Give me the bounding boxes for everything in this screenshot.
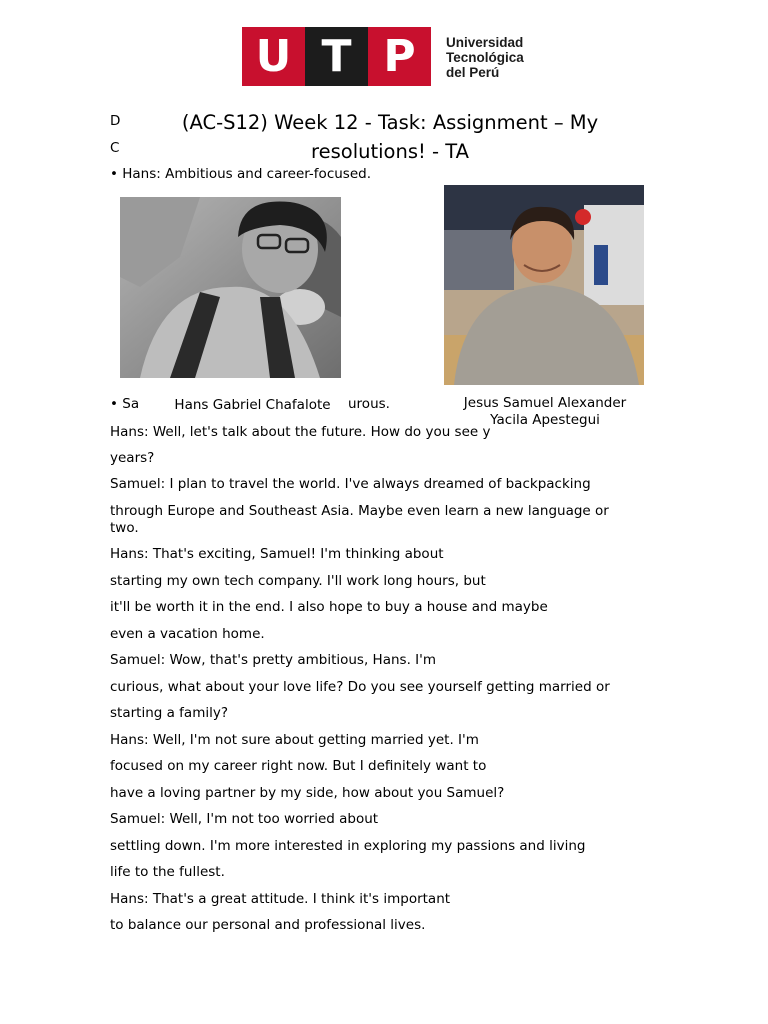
dialogue-line: to balance our personal and professional lives. [110, 917, 426, 933]
bullet-hans: • Hans: Ambitious and career-focused. [110, 166, 371, 182]
dialogue-line: Hans: Well, I'm not sure about getting married yet. I'm [110, 732, 479, 748]
caption-hans: Hans Gabriel Chafalote [160, 397, 345, 414]
dialogue-line: focused on my career right now. But I definitely want to [110, 758, 487, 774]
caption-samuel: Jesus Samuel Alexander Yacila Apestegui [446, 395, 644, 429]
dialogue-line: settling down. I'm more interested in exploring my passions and living [110, 838, 586, 854]
dialogue-line: starting my own tech company. I'll work long hours, but [110, 573, 486, 589]
bullet-samuel-fragment-end: urous. [348, 396, 390, 412]
dialogue-line: two. [110, 520, 139, 536]
dialogue-line: Samuel: Wow, that's pretty ambitious, Hans. I'm [110, 652, 436, 668]
logo-letter-u: U [242, 27, 305, 86]
dialogue-line: Hans: That's exciting, Samuel! I'm thinking about [110, 546, 444, 562]
dialogue-line: starting a family? [110, 705, 229, 721]
dialogue-line: years? [110, 450, 155, 466]
bullet-samuel-fragment: • Sa [110, 396, 140, 412]
photo-hans [120, 197, 341, 378]
dialogue-line: Hans: That's a great attitude. I think it's important [110, 891, 451, 907]
dialogue-line: through Europe and Southeast Asia. Maybe even learn a new language or [110, 503, 609, 519]
page-title: (AC-S12) Week 12 - Task: Assignment – My resolutions! - TA [160, 108, 620, 166]
hidden-text-fragment: D [110, 113, 121, 129]
logo-letter-t: T [305, 27, 368, 86]
dialogue-line: have a loving partner by my side, how about you Samuel? [110, 785, 505, 801]
logo-wordmark: Universidad Tecnológica del Perú [446, 35, 524, 80]
dialogue-line: Samuel: I plan to travel the world. I've always dreamed of backpacking [110, 476, 591, 492]
dialogue-line: Hans: Well, let's talk about the future. How do you see y [110, 424, 491, 440]
logo-letter-p: P [368, 27, 431, 86]
photo-samuel [444, 185, 644, 385]
dialogue-line: even a vacation home. [110, 626, 265, 642]
dialogue-line: life to the fullest. [110, 864, 225, 880]
hidden-text-fragment: C [110, 140, 120, 156]
dialogue-line: curious, what about your love life? Do you see yourself getting married or [110, 679, 610, 695]
dialogue-line: it'll be worth it in the end. I also hope to buy a house and maybe [110, 599, 548, 615]
dialogue-line: Samuel: Well, I'm not too worried about [110, 811, 379, 827]
utp-logo [242, 27, 542, 87]
